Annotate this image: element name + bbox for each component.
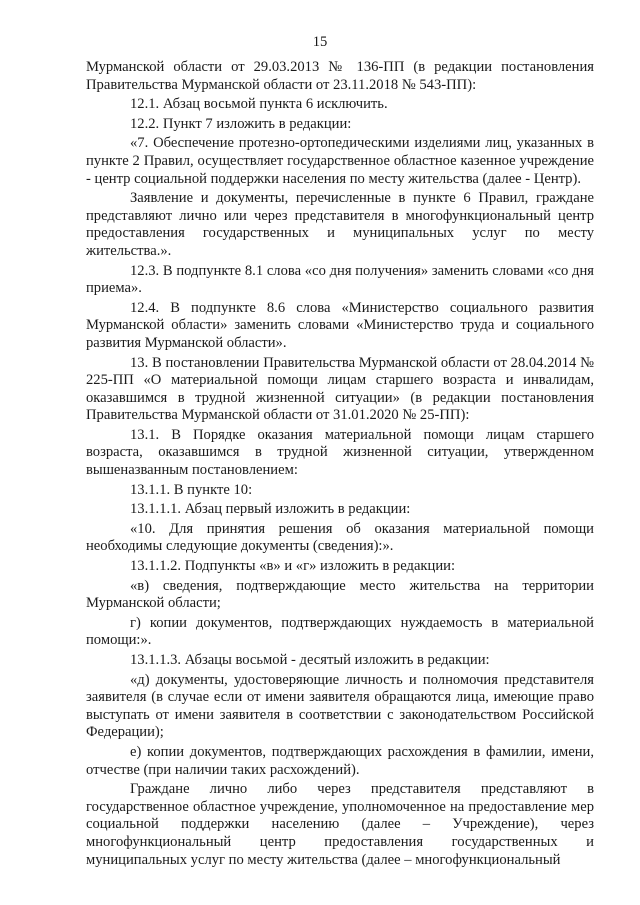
paragraph: 12.4. В подпункте 8.6 слова «Министерство социального развития Мурманской области» заменить словами «Министерство труда и социального развития Мурманской области». xyxy=(86,299,594,351)
paragraph: «д) документы, удостоверяющие личность и полномочия представителя заявителя (в случае если от имени заявителя обращаются лица, имеющие право выступать от имени заявителя в соответствии с законодательством Российской Федерации); xyxy=(86,671,594,741)
paragraph: Мурманской области от 29.03.2013 № 136-ПП (в редакции постановления Правительства Мурманской области от 23.11.2018 № 543-ПП): xyxy=(86,59,594,93)
paragraph: г) копии документов, подтверждающих нуждаемость в материальной помощи:». xyxy=(86,614,594,649)
paragraph: «7. Обеспечение протезно-ортопедическими изделиями лиц, указанных в пункте 2 Правил, осуществляет государственное областное казенное учреждение - центр социальной поддержки населения по месту жительства (далее - Центр). xyxy=(86,135,594,187)
paragraph: 13.1. В Порядке оказания материальной помощи лицам старшего возраста, оказавшимся в трудной жизненной ситуации, утвержденном вышеназванным постановлением: xyxy=(86,426,594,479)
paragraph: «в) сведения, подтверждающие место жительства на территории Мурманской области; xyxy=(86,577,594,612)
paragraph: е) копии документов, подтверждающих расхождения в фамилии, имени, отчестве (при наличии таких расхождений). xyxy=(86,743,594,778)
paragraph: 13.1.1.1. Абзац первый изложить в редакции: xyxy=(130,501,411,518)
paragraph: 13.1.1.3. Абзацы восьмой - десятый изложить в редакции: xyxy=(130,652,490,668)
paragraph: «10. Для принятия решения об оказания материальной помощи необходимы следующие документы (сведения):». xyxy=(86,520,594,555)
paragraph: 12.2. Пункт 7 изложить в редакции: xyxy=(130,115,352,132)
paragraph: 12.3. В подпункте 8.1 слова «со дня получения» заменить словами «со дня приема». xyxy=(86,262,594,297)
paragraph: Заявление и документы, перечисленные в пункте 6 Правил, граждане представляют лично или через представителя в многофункциональный центр предоставления государственных и муниципальных услуг по месту жительства.». xyxy=(86,190,594,259)
paragraph: 12.1. Абзац восьмой пункта 6 исключить. xyxy=(130,96,388,113)
paragraph: 13.1.1.2. Подпункты «в» и «г» изложить в редакции: xyxy=(130,558,455,575)
paragraph: 13. В постановлении Правительства Мурманской области от 28.04.2014 № 225-ПП «О материальной помощи лицам старшего возраста и инвалидам, оказавшимся в трудной жизненной ситуации» (в редакции постановления Правительства Мурманской области от 31.01.2020 № 25-ПП): xyxy=(86,354,594,424)
paragraph: 13.1.1. В пункте 10: xyxy=(130,481,253,498)
page-number: 15 xyxy=(312,34,328,50)
paragraph: Граждане лично либо через представителя представляют в государственное областное учреждение, уполномоченное на предоставление мер социальной поддержки населению (далее – Учреждение), через многофункциональный центр предоставления государственных и муниципальных услуг по месту жительства (далее – многофункциональный xyxy=(86,781,594,868)
document-body xyxy=(86,59,594,871)
